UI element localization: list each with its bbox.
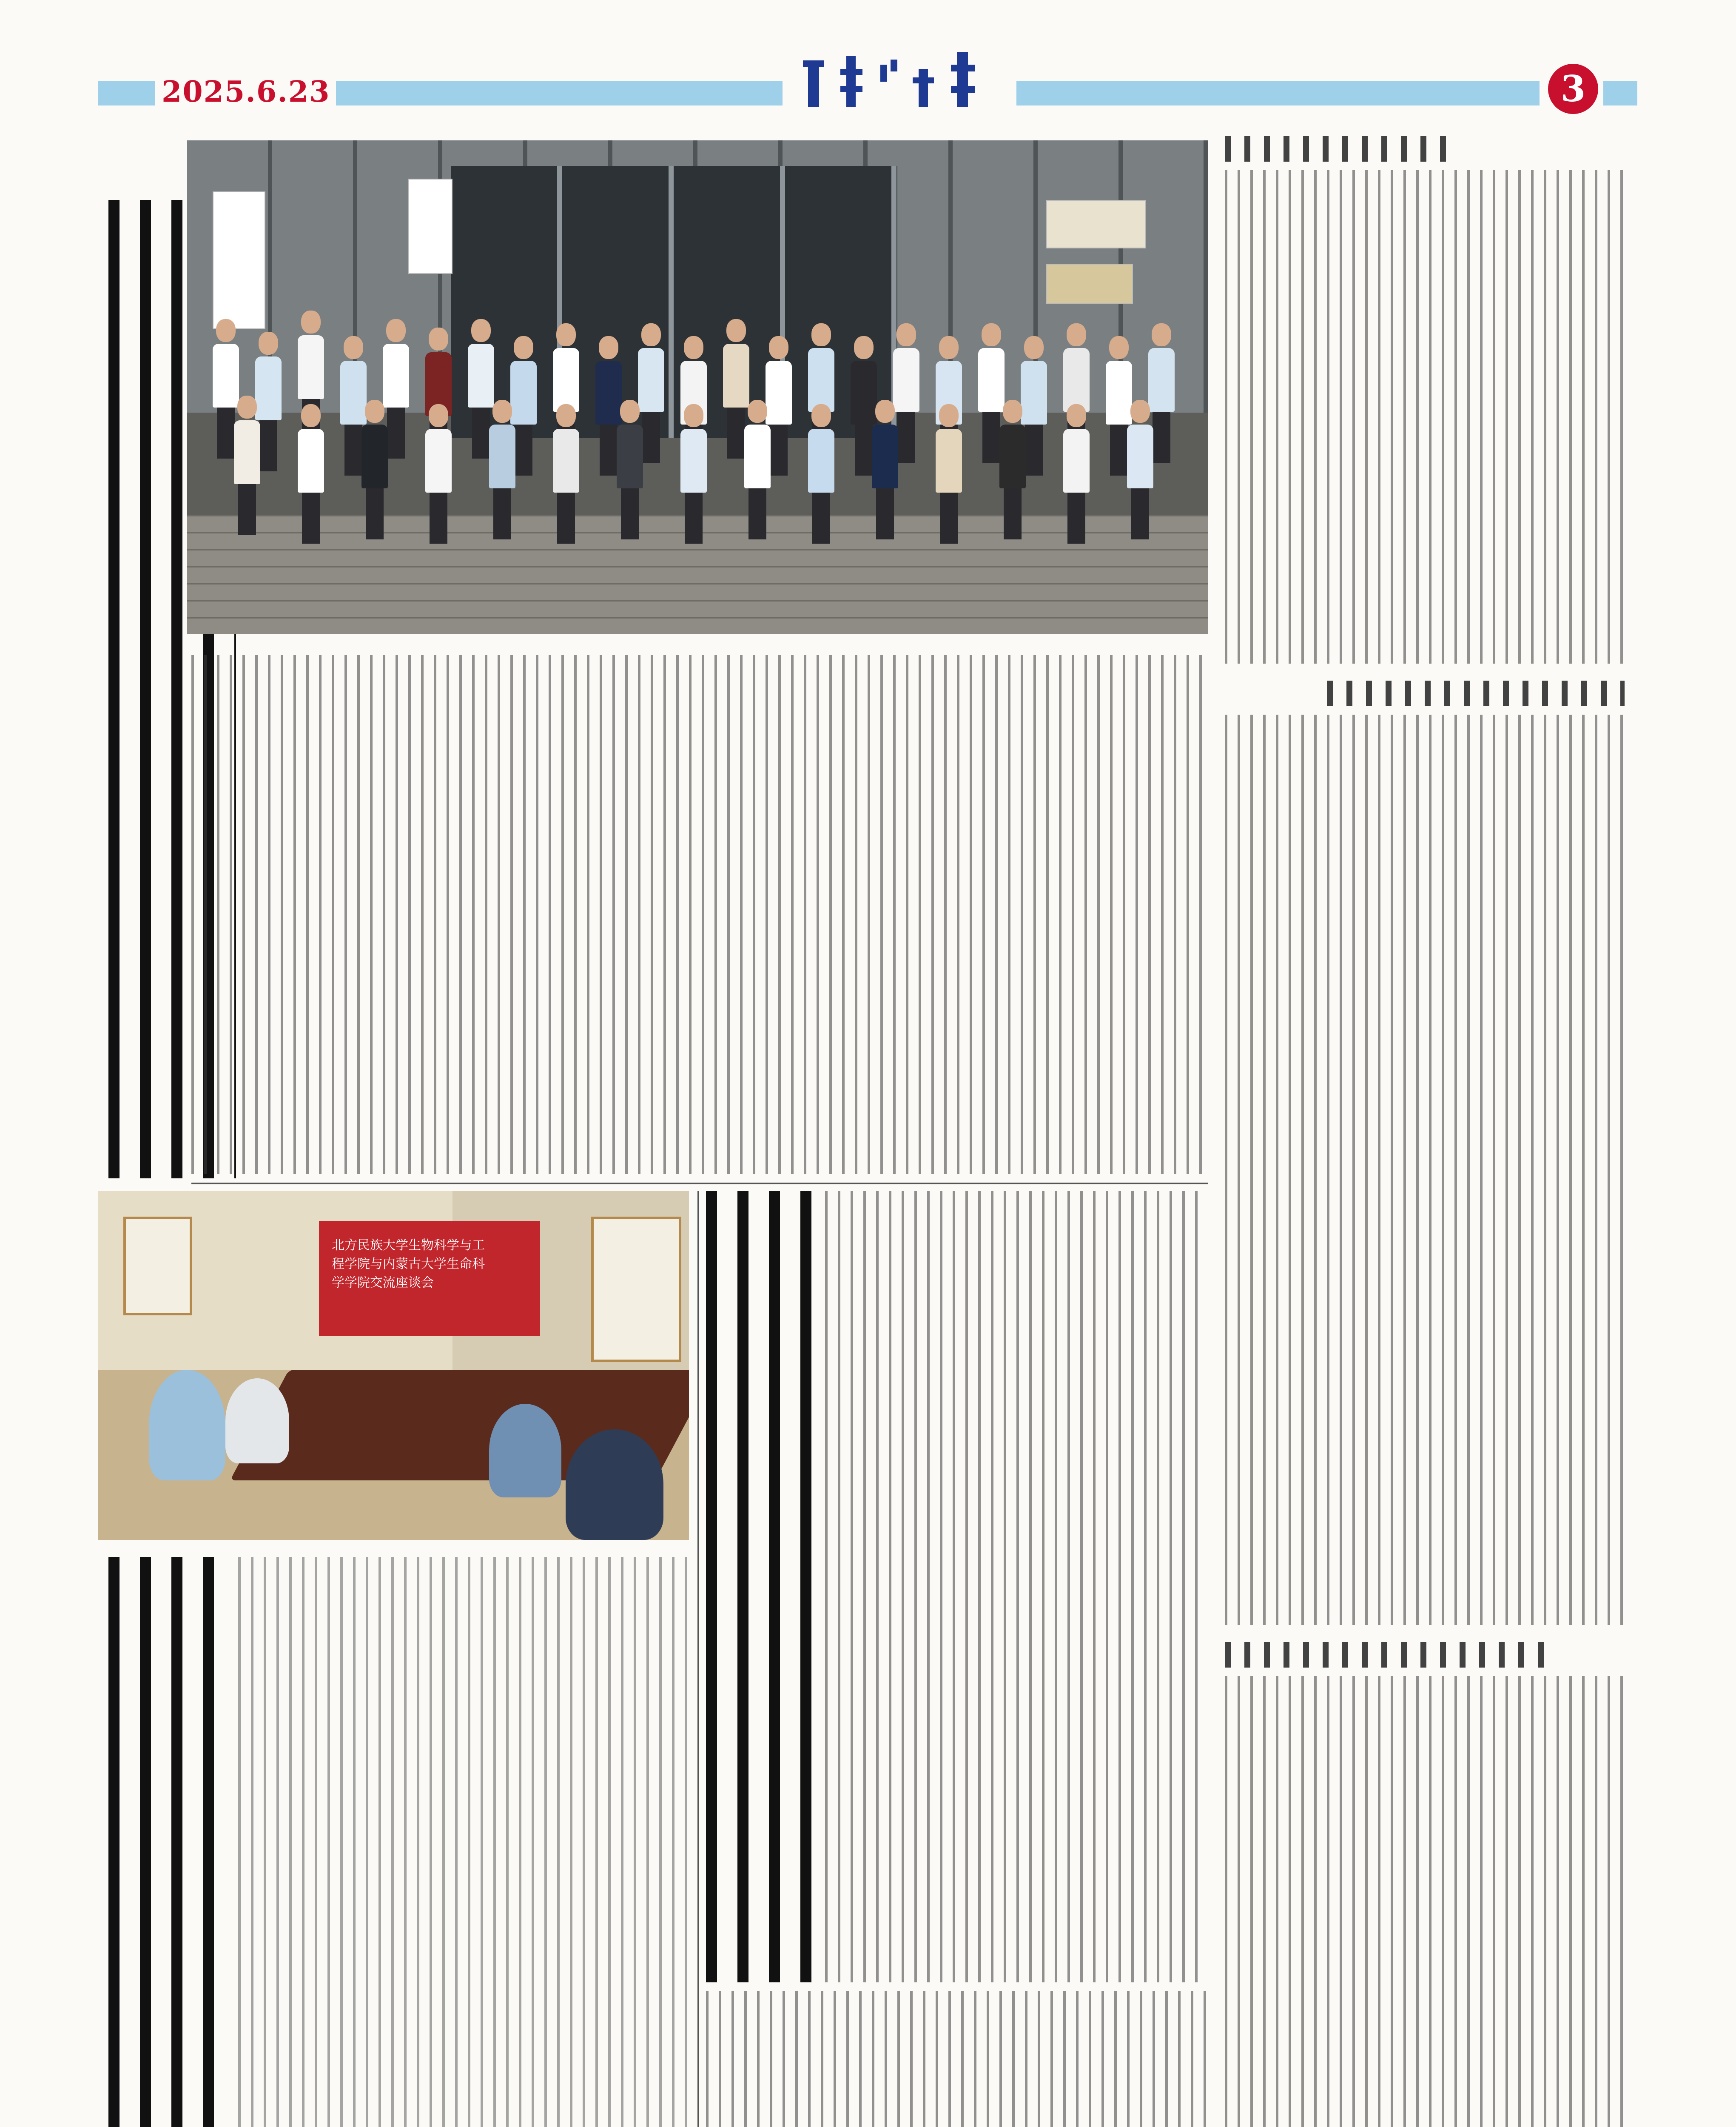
meeting-photo bbox=[98, 1191, 689, 1540]
article-1-subheading bbox=[1225, 136, 1446, 162]
article-1-text-right-2 bbox=[1225, 715, 1633, 1625]
divider-1 bbox=[191, 1183, 1208, 1184]
article-1-text bbox=[191, 655, 1208, 1174]
masthead-logo bbox=[800, 48, 1004, 111]
article-2-text-left bbox=[238, 1557, 689, 2127]
header-bar-middle bbox=[336, 81, 783, 105]
article-3-text-right bbox=[1225, 1676, 1633, 2127]
article-headline-2 bbox=[108, 1557, 228, 2127]
article-3-text-main bbox=[825, 1191, 1208, 1982]
article-headline-3 bbox=[706, 1191, 817, 1982]
divider-2 bbox=[697, 1191, 699, 2127]
issue-date: 2025.6.23 bbox=[162, 75, 330, 109]
header-bar-right bbox=[1016, 81, 1540, 105]
header-bar-end bbox=[1603, 81, 1637, 105]
page-number-badge: 3 bbox=[1548, 64, 1598, 114]
meeting-screen: 北方民族大学生物科学与工 程学院与内蒙古大学生命科 学学院交流座谈会 bbox=[319, 1221, 540, 1336]
article-1-text-right bbox=[1225, 170, 1633, 664]
group-photo bbox=[187, 140, 1208, 634]
article-3-subheading bbox=[1225, 1642, 1548, 1668]
article-1-subheading-2 bbox=[1327, 681, 1625, 706]
header-bar-left bbox=[98, 81, 155, 105]
article-3-text bbox=[706, 1991, 1208, 2127]
